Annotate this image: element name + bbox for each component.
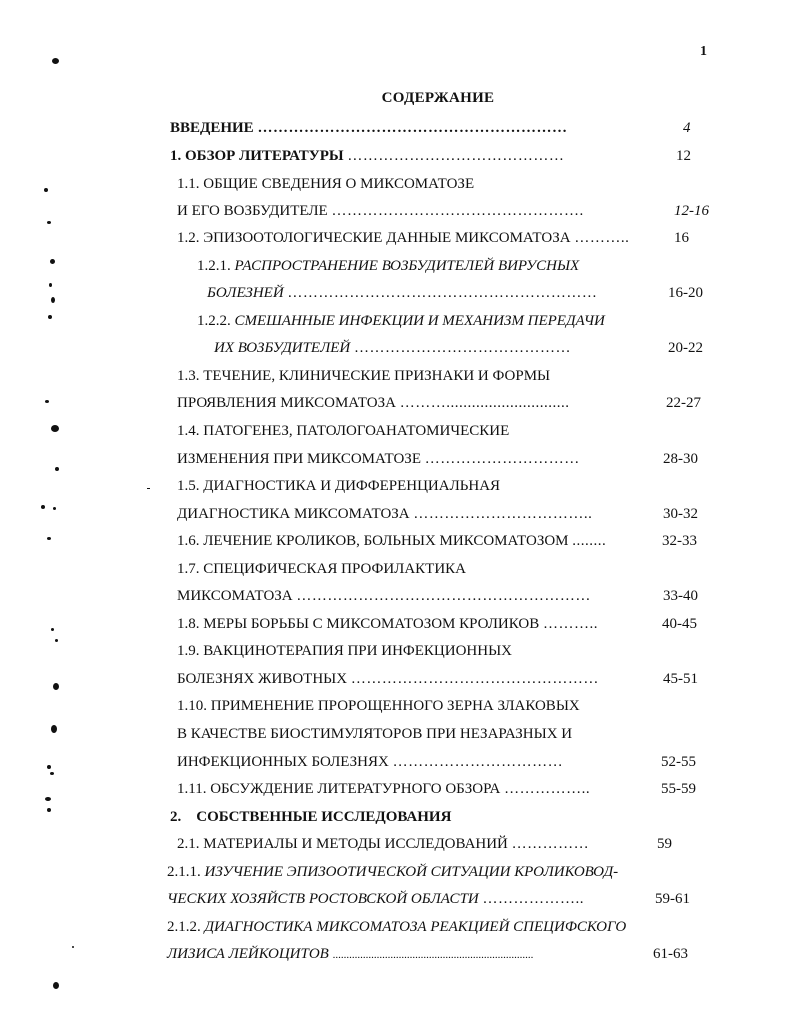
toc-leader-dots: .........................................................................: [332, 949, 534, 961]
toc-entry-1-5: [177, 505, 592, 523]
toc-page-ref: 12-16: [674, 203, 709, 219]
toc-entry-text: 1.2. ЭПИЗООТОЛОГИЧЕСКИЕ ДАННЫЕ МИКСОМАТОЗА: [177, 230, 571, 246]
scan-speck: [50, 259, 55, 264]
toc-leader-dots: …………………………………………………: [296, 588, 591, 604]
scan-speck: [44, 188, 48, 192]
scan-speck: [51, 425, 59, 432]
toc-entry-section-2: 2. СОБСТВЕННЫЕ ИССЛЕДОВАНИЯ: [170, 809, 452, 825]
toc-entry-text: БОЛЕЗНЕЙ: [207, 285, 284, 301]
toc-entry-1-2-2-cont: [214, 339, 571, 357]
toc-entry-1-8: [177, 615, 598, 633]
toc-page-ref: 16-20: [668, 285, 703, 301]
toc-leader-dots: ........: [572, 533, 607, 549]
toc-entry-1-2: [177, 229, 629, 247]
page-number: 1: [700, 44, 707, 59]
toc-page-ref: 20-22: [668, 340, 703, 356]
toc-entry-text: И ЕГО ВОЗБУДИТЕЛЕ: [177, 203, 328, 219]
toc-entry-number: 1.2.1.: [197, 258, 235, 274]
toc-entry-1-2-1-cont: [207, 284, 597, 302]
toc-entry-text: ДИАГНОСТИКА МИКСОМАТОЗА РЕАКЦИЕЙ СПЕЦИФСКОГО: [204, 919, 627, 935]
toc-entry-text: ИХ ВОЗБУДИТЕЛЕЙ: [214, 340, 351, 356]
toc-entry-text: ИНФЕКЦИОННЫХ БОЛЕЗНЯХ: [177, 754, 389, 770]
toc-leader-dots: ……………………………………………………: [257, 120, 568, 136]
toc-leader-dots: ……….............................: [399, 395, 570, 411]
toc-entry-text: РАСПРОСТРАНЕНИЕ ВОЗБУДИТЕЛЕЙ ВИРУСНЫХ: [234, 258, 580, 274]
toc-entry-text: В КАЧЕСТВЕ БИОСТИМУЛЯТОРОВ ПРИ НЕЗАРАЗНЫХ И: [177, 726, 573, 742]
toc-entry-text: 1.9. ВАКЦИНОТЕРАПИЯ ПРИ ИНФЕКЦИОННЫХ: [177, 643, 512, 659]
toc-entry-1-1: [177, 202, 584, 220]
toc-leader-dots: ……………………………………………………: [287, 285, 598, 301]
toc-page-ref: 32-33: [662, 533, 697, 549]
toc-leader-dots: ……………..: [504, 781, 591, 797]
toc-entry-literature-review: [170, 147, 564, 165]
scan-speck: [49, 283, 52, 287]
toc-entry-text: 1.8. МЕРЫ БОРЬБЫ С МИКСОМАТОЗОМ КРОЛИКОВ: [177, 616, 540, 632]
toc-entry-text: ВВЕДЕНИЕ: [170, 120, 254, 136]
toc-entry-text: 1.10. ПРИМЕНЕНИЕ ПРОРОЩЕННОГО ЗЕРНА ЗЛАКОВЫХ: [177, 698, 580, 714]
toc-leader-dots: …………………………………………: [350, 671, 599, 687]
toc-entry-text: 1.3. ТЕЧЕНИЕ, КЛИНИЧЕСКИЕ ПРИЗНАКИ И ФОРМЫ: [177, 368, 551, 384]
toc-entry-1-3: [177, 394, 569, 412]
toc-entry-text: ДИАГНОСТИКА МИКСОМАТОЗА: [177, 506, 410, 522]
toc-entry-text: ЧЕСКИХ ХОЗЯЙСТВ РОСТОВСКОЙ ОБЛАСТИ: [167, 891, 479, 907]
scan-speck: [53, 982, 59, 989]
toc-page-ref: 52-55: [661, 754, 696, 770]
toc-entry-1-7: [177, 587, 591, 605]
toc-leader-dots: ………..: [542, 616, 598, 632]
toc-entry-1-6: [177, 532, 606, 550]
toc-entry-1-2-2: [197, 312, 605, 330]
toc-entry-text: 1. ОБЗОР ЛИТЕРАТУРЫ: [170, 148, 344, 164]
scan-speck: [52, 58, 59, 64]
toc-page-ref: 30-32: [663, 506, 698, 522]
toc-page-ref: 22-27: [666, 395, 701, 411]
toc-entry-number: 1.2.2.: [197, 313, 235, 329]
toc-entry-text: 2.1. МАТЕРИАЛЫ И МЕТОДЫ ИССЛЕДОВАНИЙ: [177, 836, 508, 852]
toc-entry-1-2-1: [197, 257, 579, 275]
toc-entry-text: 1.1. ОБЩИЕ СВЕДЕНИЯ О МИКСОМАТОЗЕ: [177, 176, 475, 192]
toc-entry-text: 1.7. СПЕЦИФИЧЕСКАЯ ПРОФИЛАКТИКА: [177, 561, 467, 577]
toc-page-ref: 55-59: [661, 781, 696, 797]
toc-leader-dots: …………………………: [424, 451, 580, 467]
scan-speck: [45, 400, 49, 403]
toc-entry-2-1-1: [167, 863, 618, 881]
toc-page-ref: 61-63: [653, 946, 688, 962]
scan-speck: [51, 297, 55, 303]
toc-entry-text: ПРОЯВЛЕНИЯ МИКСОМАТОЗА: [177, 395, 396, 411]
toc-leader-dots: ……………: [511, 836, 590, 852]
toc-entry-text: 1.6. ЛЕЧЕНИЕ КРОЛИКОВ, БОЛЬНЫХ МИКСОМАТОЗОМ: [177, 533, 569, 549]
toc-page-ref: 59: [657, 836, 672, 852]
toc-page-ref: 40-45: [662, 616, 697, 632]
toc-entry-1-11: [177, 780, 590, 798]
toc-entry-2-1-1-cont: [167, 890, 584, 908]
toc-entry-text: 1.11. ОБСУЖДЕНИЕ ЛИТЕРАТУРНОГО ОБЗОРА: [177, 781, 501, 797]
scan-speck: [51, 628, 54, 631]
toc-entry-text: 1.4. ПАТОГЕНЕЗ, ПАТОЛОГОАНАТОМИЧЕСКИЕ: [177, 423, 510, 439]
toc-leader-dots: ……………………………..: [413, 506, 593, 522]
toc-entry-text: ЛИЗИСА ЛЕЙКОЦИТОВ: [167, 946, 329, 962]
toc-page-ref: 12: [676, 148, 691, 164]
toc-page-ref: 4: [683, 120, 691, 136]
toc-entry-text: ИЗУЧЕНИЕ ЭПИЗООТИЧЕСКОЙ СИТУАЦИИ КРОЛИКОВОД-: [204, 864, 619, 880]
scan-speck: [53, 683, 59, 690]
toc-leader-dots: ……………………………………: [347, 148, 565, 164]
toc-entry-intro: [170, 119, 567, 137]
scan-speck: [47, 537, 51, 540]
scan-speck: [47, 808, 51, 812]
scan-speck: [55, 639, 58, 642]
scan-speck: [45, 797, 51, 801]
scan-speck: [55, 467, 59, 471]
scan-speck: [53, 507, 56, 510]
toc-page-ref: 59-61: [655, 891, 690, 907]
toc-entry-text: ИЗМЕНЕНИЯ ПРИ МИКСОМАТОЗЕ: [177, 451, 421, 467]
toc-entry-text: МИКСОМАТОЗА: [177, 588, 293, 604]
scan-speck: [147, 488, 150, 489]
toc-entry-text: 1.5. ДИАГНОСТИКА И ДИФФЕРЕНЦИАЛЬНАЯ: [177, 478, 501, 494]
toc-entry-2-1-2: [167, 918, 626, 936]
toc-entry-number: 2.1.1.: [167, 864, 205, 880]
toc-page-ref: 16: [674, 230, 689, 246]
toc-entry-1-10: [177, 753, 563, 771]
scan-speck: [72, 946, 74, 948]
scan-speck: [41, 505, 45, 509]
toc-leader-dots: ………………..: [482, 891, 584, 907]
scan-speck: [47, 765, 51, 769]
toc-entry-number: 2.1.2.: [167, 919, 205, 935]
toc-entry-1-4: [177, 450, 580, 468]
scan-speck: [47, 221, 51, 224]
toc-leader-dots: ……………………………………: [354, 340, 571, 356]
toc-page-ref: 28-30: [663, 451, 698, 467]
scan-speck: [50, 772, 54, 775]
toc-entry-2-1: [177, 835, 589, 853]
toc-page-ref: 45-51: [663, 671, 698, 687]
toc-entry-1-9: [177, 670, 599, 688]
scan-speck: [48, 315, 52, 319]
toc-entry-text: СМЕШАННЫЕ ИНФЕКЦИИ И МЕХАНИЗМ ПЕРЕДАЧИ: [234, 313, 605, 329]
toc-leader-dots: ………………………………………….: [331, 203, 584, 219]
toc-entry-text: БОЛЕЗНЯХ ЖИВОТНЫХ: [177, 671, 348, 687]
toc-page-ref: 33-40: [663, 588, 698, 604]
scan-speck: [51, 725, 57, 733]
page-title: СОДЕРЖАНИЕ: [381, 90, 495, 106]
toc-leader-dots: ………..: [574, 230, 630, 246]
toc-entry-2-1-2-cont: [167, 945, 533, 964]
toc-leader-dots: ……………………………: [392, 754, 564, 770]
